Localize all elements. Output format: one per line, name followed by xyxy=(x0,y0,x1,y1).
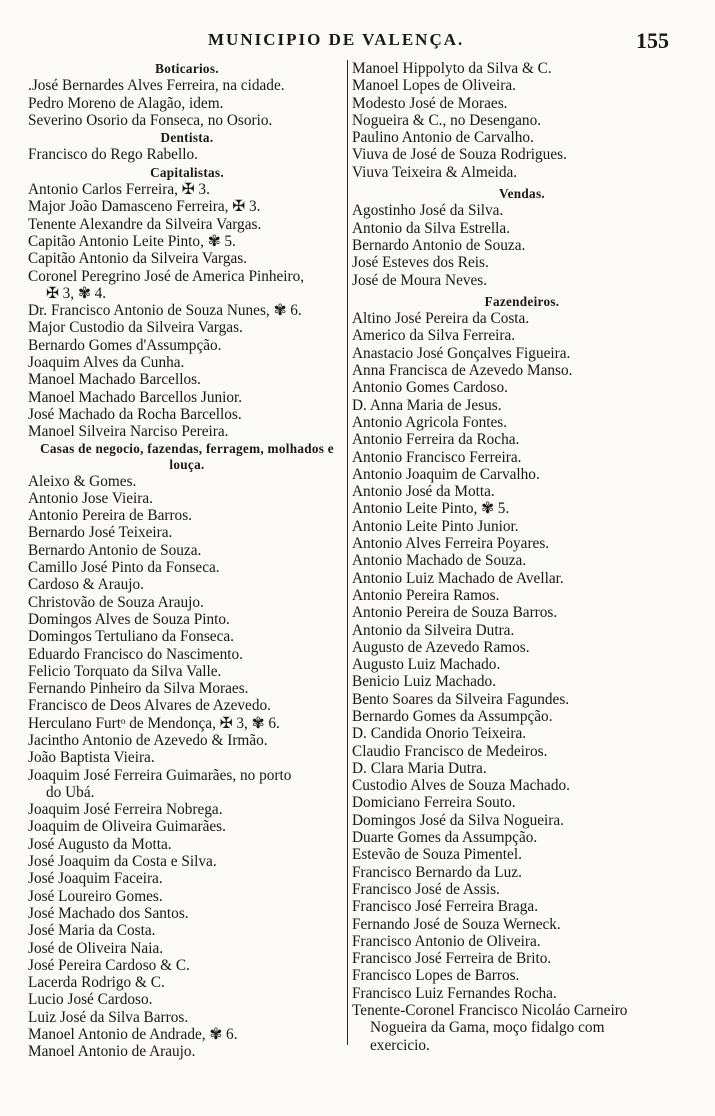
list-item: Aleixo & Gomes. xyxy=(28,472,137,490)
list-item: do Ubá. xyxy=(46,783,95,801)
list-item: Major João Damasceno Ferreira, ✠ 3. xyxy=(28,198,261,216)
list-item: Claudio Francisco de Medeiros. xyxy=(352,742,548,760)
list-item: Francisco Lopes de Barros. xyxy=(352,967,520,985)
list-item: ✠ 3, ✾ 4. xyxy=(46,284,107,302)
list-item: Joaquim José Ferreira Nobrega. xyxy=(28,801,223,819)
list-item: Bento Soares da Silveira Fagundes. xyxy=(352,690,570,708)
list-fazendeiros xyxy=(352,310,692,1054)
running-title: MUNICIPIO DE VALENÇA. xyxy=(208,30,465,49)
list-item: Altino José Pereira da Costa. xyxy=(352,310,530,328)
list-item: Custodio Alves de Souza Machado. xyxy=(352,777,570,795)
section-heading-capitalistas: Capitalistas. xyxy=(150,164,224,180)
list-item: José de Moura Neves. xyxy=(352,271,488,289)
list-item: Joaquim de Oliveira Guimarães. xyxy=(28,818,226,836)
list-item: Jacintho Antonio de Azevedo & Irmão. xyxy=(28,731,268,749)
list-item: Herculano Furtᵒ de Mendonça, ✠ 3, ✾ 6. xyxy=(28,714,280,732)
list-item: Bernardo Gomes da Assumpção. xyxy=(352,707,553,725)
list-item: Capitão Antonio da Silveira Vargas. xyxy=(28,250,248,268)
list-item: Antonio Alves Ferreira Poyares. xyxy=(352,535,550,553)
list-item: Manoel Antonio de Araujo. xyxy=(28,1043,196,1061)
list-item: Felicio Torquato da Silva Valle. xyxy=(28,662,222,680)
list-item: Viuva de José de Souza Rodrigues. xyxy=(352,146,567,164)
list-item: Paulino Antonio de Carvalho. xyxy=(352,129,534,147)
section-heading-casas-de-negocio: Casas de negocio, fazendas, ferragem, molhados e louça. xyxy=(40,440,334,472)
list-item: Luiz José da Silva Barros. xyxy=(28,1008,189,1026)
list-item: José Pereira Cardoso & C. xyxy=(28,956,190,974)
list-item: Lucio José Cardoso. xyxy=(28,991,153,1009)
list-item: Nogueira da Gama, moço fidalgo com xyxy=(370,1019,605,1037)
list-item: Eduardo Francisco do Nascimento. xyxy=(28,645,243,663)
list-dentista xyxy=(28,146,346,163)
list-item: João Baptista Vieira. xyxy=(28,749,155,767)
list-item: José Machado dos Santos. xyxy=(28,904,189,922)
page-number: 155 xyxy=(636,28,669,53)
list-item: Modesto José de Moraes. xyxy=(352,94,508,112)
list-item: Antonio José da Motta. xyxy=(352,483,495,501)
list-item: Capitão Antonio Leite Pinto, ✾ 5. xyxy=(28,232,236,250)
list-item: Camillo José Pinto da Fonseca. xyxy=(28,559,220,577)
list-item: Antonio Gomes Cardoso. xyxy=(352,379,508,397)
list-item: Antonio Carlos Ferreira, ✠ 3. xyxy=(28,181,210,199)
list-item: Antonio Machado de Souza. xyxy=(352,552,527,570)
list-item: José Esteves dos Reis. xyxy=(352,254,489,272)
list-item: Estevão de Souza Pimentel. xyxy=(352,846,522,864)
list-vendas xyxy=(352,202,692,288)
list-item: Cardoso & Araujo. xyxy=(28,576,144,594)
list-item: José Loureiro Gomes. xyxy=(28,887,163,905)
list-item: Bernardo Antonio de Souza. xyxy=(28,541,202,559)
list-item: Benicio Luiz Machado. xyxy=(352,673,496,691)
section-heading-dentista: Dentista. xyxy=(160,130,214,146)
list-casas-de-negocio xyxy=(28,473,346,1061)
list-item: Francisco Bernardo da Luz. xyxy=(352,863,522,881)
list-item: Fernando José de Souza Werneck. xyxy=(352,915,561,933)
right-column xyxy=(352,60,692,1054)
list-item: Antonio da Silveira Dutra. xyxy=(352,621,515,639)
list-item: Manoel Silveira Narciso Pereira. xyxy=(28,423,229,441)
section-heading-fazendeiros: Fazendeiros. xyxy=(484,293,560,309)
list-casas-continued xyxy=(352,60,692,181)
list-item: Antonio Ferreira da Rocha. xyxy=(352,431,520,449)
list-item: Bernardo Antonio de Souza. xyxy=(352,236,526,254)
list-item: José Joaquim da Costa e Silva. xyxy=(28,853,217,871)
list-item: Anna Francisca de Azevedo Manso. xyxy=(352,362,573,380)
list-item: Francisco Luiz Fernandes Rocha. xyxy=(352,984,557,1002)
list-item: José de Oliveira Naia. xyxy=(28,939,164,957)
list-item: Dr. Francisco Antonio de Souza Nunes, ✾ 6. xyxy=(28,302,302,320)
list-item: Francisco do Rego Rabello. xyxy=(28,146,198,164)
column-divider xyxy=(347,60,348,1045)
list-item: Antonio Leite Pinto Junior. xyxy=(352,517,519,535)
list-item: Antonio Pereira de Barros. xyxy=(28,507,192,525)
list-item: Pedro Moreno de Alagão, idem. xyxy=(28,94,224,112)
list-item: Bernardo Gomes d'Assumpção. xyxy=(28,336,222,354)
list-item: Antonio Agricola Fontes. xyxy=(352,413,508,431)
list-boticarios xyxy=(28,77,346,129)
list-item: Francisco de Deos Alvares de Azevedo. xyxy=(28,697,271,715)
list-item: Augusto Luiz Machado. xyxy=(352,656,501,674)
list-item: Fernando Pinheiro da Silva Moraes. xyxy=(28,680,249,698)
list-item: Agostinho José da Silva. xyxy=(352,202,504,220)
list-item: Major Custodio da Silveira Vargas. xyxy=(28,319,243,337)
list-item: Antonio Leite Pinto, ✾ 5. xyxy=(352,500,510,518)
list-item: D. Clara Maria Dutra. xyxy=(352,759,487,777)
list-item: Augusto de Azevedo Ramos. xyxy=(352,638,530,656)
list-item: José Augusto da Motta. xyxy=(28,835,172,853)
list-item: Antonio Luiz Machado de Avellar. xyxy=(352,569,564,587)
list-item: Duarte Gomes da Assumpção. xyxy=(352,829,538,847)
list-item: Coronel Peregrino José de America Pinheiro, xyxy=(28,267,305,285)
section-heading-boticarios: Boticarios. xyxy=(155,61,219,76)
list-item: Americo da Silva Ferreira. xyxy=(352,327,516,345)
list-item: Antonio Pereira de Souza Barros. xyxy=(352,604,558,622)
list-item: Antonio Francisco Ferreira. xyxy=(352,448,522,466)
list-item: Antonio Jose Vieira. xyxy=(28,489,153,507)
list-item: Viuva Teixeira & Almeida. xyxy=(352,163,518,181)
list-item: Antonio da Silva Estrella. xyxy=(352,219,511,237)
list-item: Manoel Hippolyto da Silva & C. xyxy=(352,60,552,77)
list-item: Antonio Joaquim de Carvalho. xyxy=(352,465,540,483)
list-item: Joaquim Alves da Cunha. xyxy=(28,354,185,372)
list-item: Domiciano Ferreira Souto. xyxy=(352,794,516,812)
list-item: exercicio. xyxy=(370,1036,430,1054)
list-item: Nogueira & C., no Desengano. xyxy=(352,111,542,129)
list-item: Tenente-Coronel Francisco Nicoláo Carneiro xyxy=(352,1002,628,1020)
list-item: José Machado da Rocha Barcellos. xyxy=(28,405,242,423)
list-item: Francisco Antonio de Oliveira. xyxy=(352,932,541,950)
list-item: Tenente Alexandre da Silveira Vargas. xyxy=(28,215,262,233)
list-item: Manoel Lopes de Oliveira. xyxy=(352,77,516,95)
list-item: José Joaquim Faceira. xyxy=(28,870,163,888)
list-item: Francisco José de Assis. xyxy=(352,880,500,898)
list-capitalistas xyxy=(28,181,346,440)
list-item: José Maria da Costa. xyxy=(28,922,156,940)
list-item: D. Candida Onorio Teixeira. xyxy=(352,725,527,743)
list-item: D. Anna Maria de Jesus. xyxy=(352,396,502,414)
list-item: Domingos José da Silva Nogueira. xyxy=(352,811,565,829)
list-item: .José Bernardes Alves Ferreira, na cidade. xyxy=(28,77,285,95)
left-column xyxy=(28,60,346,1061)
list-item: Severino Osorio da Fonseca, no Osorio. xyxy=(28,111,273,129)
list-item: Domingos Tertuliano da Fonseca. xyxy=(28,628,234,646)
list-item: Christovão de Souza Araujo. xyxy=(28,593,204,611)
list-item: Manoel Machado Barcellos. xyxy=(28,371,201,389)
list-item: Francisco José Ferreira Braga. xyxy=(352,898,539,916)
section-heading-vendas: Vendas. xyxy=(499,186,545,202)
list-item: Bernardo José Teixeira. xyxy=(28,524,173,542)
list-item: Francisco José Ferreira de Brito. xyxy=(352,950,552,968)
list-item: Manoel Machado Barcellos Junior. xyxy=(28,388,243,406)
list-item: Lacerda Rodrigo & C. xyxy=(28,974,165,992)
list-item: Manoel Antonio de Andrade, ✾ 6. xyxy=(28,1026,238,1044)
page-header xyxy=(0,28,715,56)
list-item: Joaquim José Ferreira Guimarães, no porto xyxy=(28,766,292,784)
list-item: Anastacio José Gonçalves Figueira. xyxy=(352,344,571,362)
list-item: Antonio Pereira Ramos. xyxy=(352,586,500,604)
list-item: Domingos Alves de Souza Pinto. xyxy=(28,610,230,628)
